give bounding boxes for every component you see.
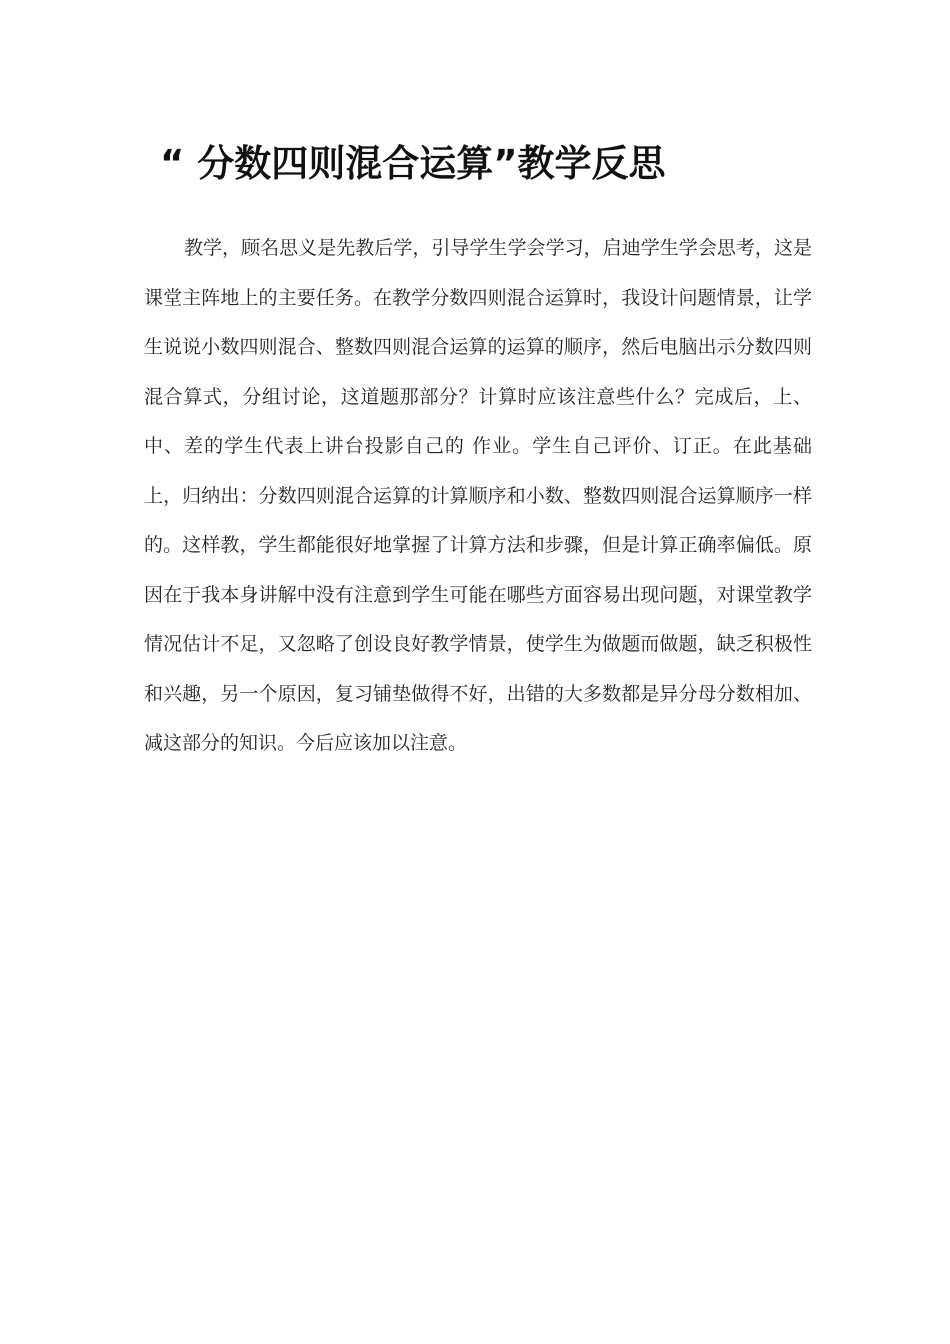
- document-paragraph: 教学，顾名思义是先教后学，引导学生学会学习，启迪学生学会思考，这是课堂主阵地上的主要任务。在教学分数四则混合运算时，我设计问题情景，让学生说说小数四则混合、整数四则混合运算的运算的顺序，然后电脑出示分数四则混合算式，分组讨论，这道题那部分？计算时应该注意些什么？完成后，上、中、差的学生代表上讲台投影自己的 作业。学生自己评价、订正。在此基础上，归纳出：分数四则混合运算的计算顺序和小数、整数四则混合运算顺序一样的。这样教，学生都能很好地掌握了计算方法和步骤，但是计算正确率偏低。原因在于我本身讲解中没有注意到学生可能在哪些方面容易出现问题，对课堂教学情况估计不足，又忽略了创设良好教学情景，使学生为做题而做题，缺乏积极性和兴趣，另一个原因，复习铺垫做得不好，出错的大多数都是异分母分数相加、减这部分的知识。今后应该加以注意。: [144, 237, 812, 754]
- document-title: “ 分数四则混合运算”教学反思: [160, 142, 666, 185]
